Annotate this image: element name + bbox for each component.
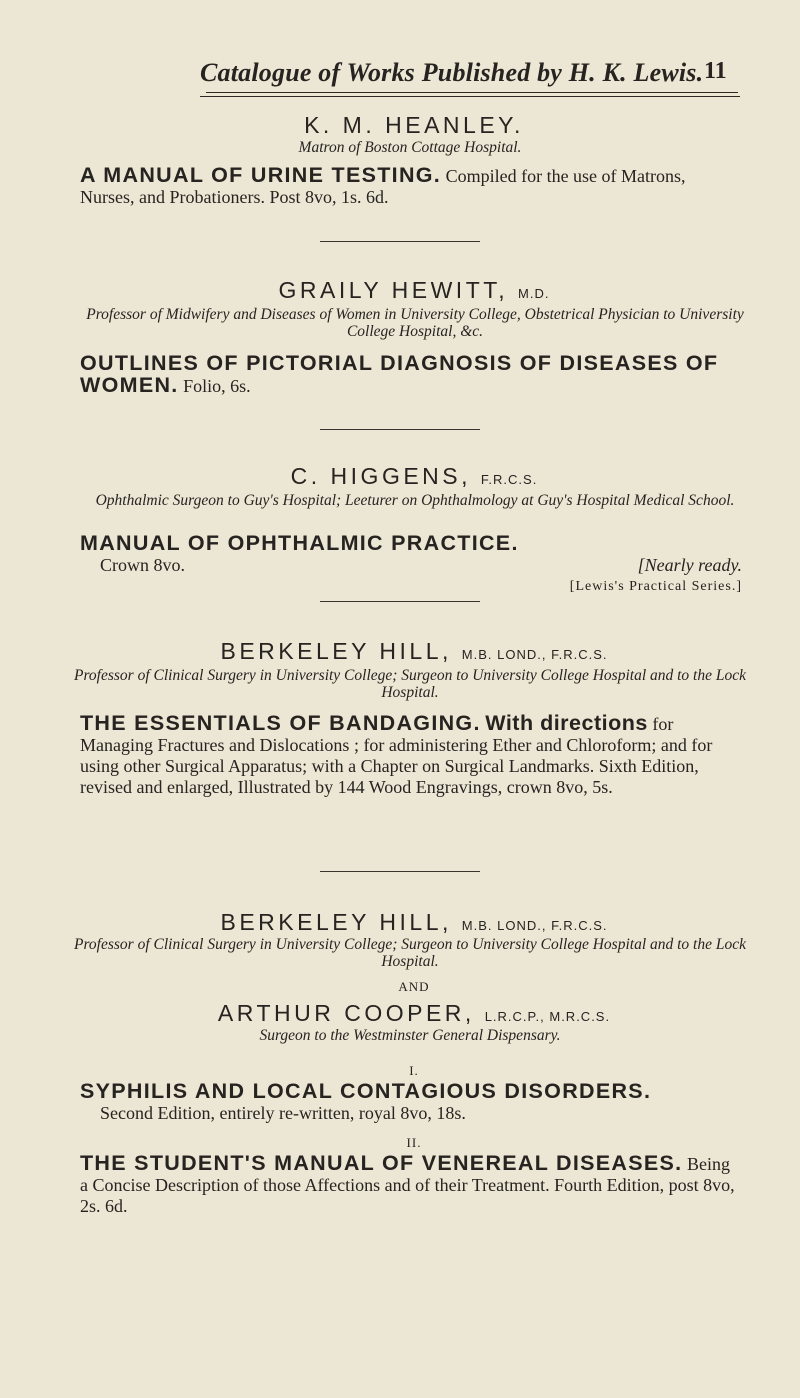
running-head: Catalogue of Works Published by H. K. Lewis. [200, 58, 704, 87]
section-divider [320, 871, 480, 872]
entry-affiliation: Professor of Midwifery and Diseases of Women in University College, Obstetrical Physician to University College Hospital, &c. [86, 306, 744, 340]
entry-affiliation: Professor of Clinical Surgery in University College; Surgeon to University College Hospital and to the Lock Hospital. [73, 667, 746, 701]
entry-title-block [80, 713, 742, 798]
section-divider [320, 601, 480, 602]
section-divider [320, 241, 480, 242]
book-description: Folio, 6s. [183, 376, 251, 396]
entry-author: BERKELEY HILL, M.B. LOND., F.R.C.S. [220, 638, 608, 664]
book-description: Second Edition, entirely re-written, royal 8vo, 18s. [100, 1103, 466, 1123]
entry-author: BERKELEY HILL, M.B. LOND., F.R.C.S. [220, 909, 608, 935]
book-format: Crown 8vo. [100, 555, 185, 575]
entry-title-block [80, 353, 742, 397]
entry-affiliation: Ophthalmic Surgeon to Guy's Hospital; Leeturer on Ophthalmology at Guy's Hospital Medical School. [95, 492, 735, 509]
coauthor-affiliation: Surgeon to the Westminster General Dispensary. [259, 1027, 561, 1044]
work-numeral: II. [406, 1135, 422, 1150]
book-title: OUTLINES OF PICTORIAL DIAGNOSIS OF DISEASES OF WOMEN. [80, 351, 719, 397]
entry-title-block [80, 1153, 742, 1217]
book-title: A MANUAL OF URINE TESTING. [80, 163, 442, 187]
series-note: [Lewis's Practical Series.] [569, 579, 742, 594]
section-divider [320, 429, 480, 430]
page-number: 11 [704, 58, 727, 84]
book-title: MANUAL OF OPHTHALMIC PRACTICE. [80, 531, 519, 555]
header-rule [206, 92, 738, 93]
entry-affiliation: Matron of Boston Cottage Hospital. [298, 139, 522, 156]
entry-title-block [80, 533, 742, 597]
entry-author: GRAILY HEWITT, M.D. [278, 277, 550, 303]
book-description: Being a Concise Description of those Affections and of their Treatment. Fourth Edition, post 8vo, 2s. 6d. [80, 1154, 735, 1216]
book-description: Compiled for the use of Matrons, Nurses, and Probationers. Post 8vo, 1s. 6d. [80, 166, 686, 207]
book-title: SYPHILIS AND LOCAL CONTAGIOUS DISORDERS. [80, 1079, 652, 1103]
book-title-tail: With directions [485, 711, 648, 735]
entry-author: C. HIGGENS, F.R.C.S. [290, 463, 538, 489]
entry-title-block [80, 1081, 742, 1124]
book-description: for Managing Fractures and Dislocations ; for administering Ether and Chloroform; and for using other Surgical Apparatus; with a Chapter on Surgical Landmarks. Sixth Edition, revised and enlarged, Illustrated by 144 Wood Engravings, crown 8vo, 5s. [80, 714, 713, 797]
book-title: THE STUDENT'S MANUAL OF VENEREAL DISEASES. [80, 1151, 683, 1175]
publication-status: [Nearly ready. [637, 555, 742, 575]
coauthor: ARTHUR COOPER, L.R.C.P., M.R.C.S. [217, 1000, 611, 1026]
work-numeral: I. [409, 1063, 419, 1078]
entry-title-block [80, 165, 742, 208]
book-title: THE ESSENTIALS OF BANDAGING. [80, 711, 481, 735]
entry-affiliation: Professor of Clinical Surgery in University College; Surgeon to University College Hospital and to the Lock Hospital. [73, 936, 746, 970]
entry-author: K. M. HEANLEY. [304, 112, 524, 138]
header-rule-double [200, 96, 740, 97]
conjunction: AND [398, 979, 430, 994]
